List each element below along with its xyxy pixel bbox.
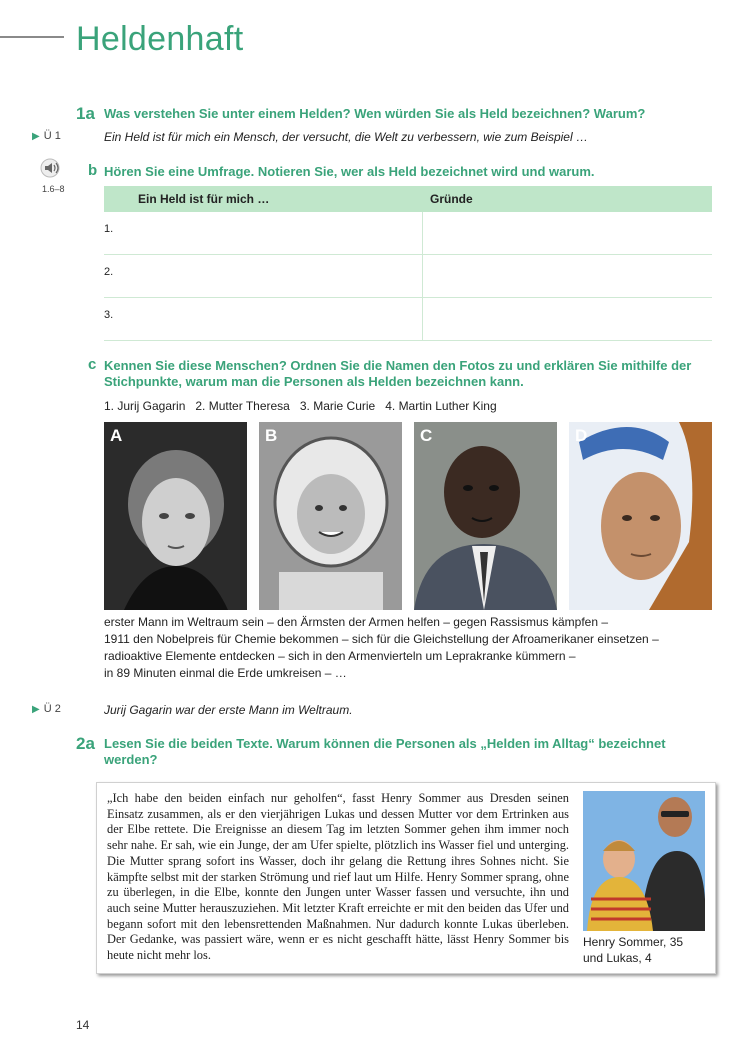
photo-label: C xyxy=(420,426,433,445)
keyword-line: radioaktive Elemente entdecken – sich in den Armenvierteln um Leprakranke kümmern – xyxy=(104,649,576,663)
names-list: 1. Jurij Gagarin 2. Mutter Theresa 3. Marie Curie 4. Martin Luther King xyxy=(104,399,497,413)
page-title: Heldenhaft xyxy=(76,20,244,58)
table-row[interactable] xyxy=(104,298,712,341)
exercise-letter-b: b xyxy=(88,162,98,179)
photo-label: A xyxy=(110,426,123,445)
row-number: 1. xyxy=(104,212,423,254)
keywords-block xyxy=(104,614,714,682)
photo-d xyxy=(569,422,712,610)
caption-line: Henry Sommer, 35 xyxy=(583,935,684,949)
photo-c xyxy=(414,422,557,610)
photo-label: B xyxy=(265,426,278,445)
table-header xyxy=(104,186,712,212)
photo-b xyxy=(259,422,402,610)
audio-track-ref: 1.6–8 xyxy=(42,184,65,194)
story-photo xyxy=(583,791,705,931)
reason-cell[interactable] xyxy=(423,298,712,340)
column-header-reasons: Gründe xyxy=(430,192,473,206)
workbook-ref-2 xyxy=(32,703,61,715)
play-triangle-icon: ▶ xyxy=(32,704,40,715)
page-number: 14 xyxy=(76,1018,90,1032)
top-rule xyxy=(0,36,64,38)
exercise-1b-question: Hören Sie eine Umfrage. Notieren Sie, wer als Held bezeichnet wird und warum. xyxy=(104,164,595,179)
keyword-line: erster Mann im Weltraum sein – den Ärmsten der Armen helfen – gegen Rassismus kämpfen – xyxy=(104,615,609,629)
table-row[interactable] xyxy=(104,212,712,255)
story-box xyxy=(96,782,716,974)
exercise-2a-question: Lesen Sie die beiden Texte. Warum können die Personen als „Helden im Alltag“ bezeichnet werden? xyxy=(104,736,666,767)
workbook-ref-1 xyxy=(32,130,61,142)
keyword-line: 1911 den Nobelpreis für Chemie bekommen – sich für die Gleichstellung der Afroamerikaner einsetzen – xyxy=(104,632,659,646)
caption-line: und Lukas, 4 xyxy=(583,951,652,965)
audio-speaker-icon[interactable] xyxy=(40,158,64,178)
exercise-1c-example: Jurij Gagarin war der erste Mann im Weltraum. xyxy=(104,703,353,717)
photo-caption xyxy=(583,934,683,966)
keyword-line: in 89 Minuten einmal die Erde umkreisen – … xyxy=(104,666,347,680)
row-number: 3. xyxy=(104,298,423,340)
exercise-1a-example: Ein Held ist für mich ein Mensch, der versucht, die Welt zu verbessern, wie zum Beispiel … xyxy=(104,130,588,144)
workbook-ref-label: Ü 2 xyxy=(43,703,61,715)
column-header-hero: Ein Held ist für mich … xyxy=(138,192,270,206)
exercise-number-2a: 2a xyxy=(76,734,95,753)
photo-label: D xyxy=(575,426,588,445)
notes-table xyxy=(104,186,712,341)
row-number: 2. xyxy=(104,255,423,297)
reason-cell[interactable] xyxy=(423,212,712,254)
story-text: „Ich habe den beiden einfach nur geholfen“, fasst Henry Sommer aus Dresden seinen Einsatz zusammen, als er den vierjährigen Lukas und dessen Mutter vor dem Ertrinken aus der Elbe rettete. Die Ereignisse an diesem Tag im letzten Sommer gehen ihm immer noch sehr nahe. Er sah, wie ein Junge, der am Ufer spielte, plötzlich ins Wasser fiel und unterging. Die Mutter sprang sofort ins Wasser, doch ihr gelang die Rettung ihres Sohnes nicht. Sie kämpfte selbst mit der starken Strömung und rief laut um Hilfe. Henry Sommer sprang, ohne zu überlegen, in die Elbe, konnte den Jungen unter Wasser fassen und versuchte, ihn und auch seine Mutter herauszuziehen. Mit letzter Kraft erreichte er mit den beiden das Ufer und begann sofort mit den lebensrettenden Maßnahmen. Nur dadurch konnte Lukas überleben. Der Gedanke, was passiert wäre, wenn er es nicht geschafft hätte, lässt Henry Sommer bis heute nicht mehr los. xyxy=(107,791,569,963)
exercise-letter-c: c xyxy=(88,356,97,373)
workbook-ref-label: Ü 1 xyxy=(43,130,61,142)
photo-row xyxy=(104,422,712,610)
play-triangle-icon: ▶ xyxy=(32,131,40,142)
photo-a xyxy=(104,422,247,610)
table-row[interactable] xyxy=(104,255,712,298)
exercise-number-1a: 1a xyxy=(76,104,95,123)
exercise-1a-question: Was verstehen Sie unter einem Helden? Wen würden Sie als Held bezeichnen? Warum? xyxy=(104,106,646,121)
reason-cell[interactable] xyxy=(423,255,712,297)
exercise-1c-question: Kennen Sie diese Menschen? Ordnen Sie die Namen den Fotos zu und erklären Sie mithilfe der Stichpunkte, warum man die Personen als Helden bezeichnen kann. xyxy=(104,358,692,389)
